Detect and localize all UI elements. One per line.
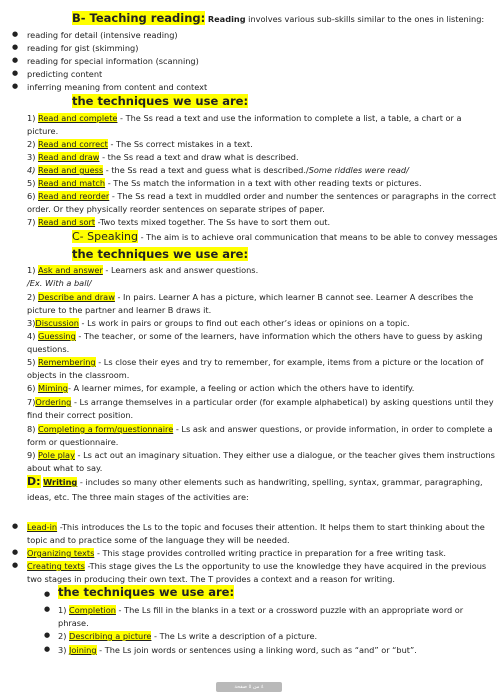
technique-item: 1) Ask and answer - Learners ask and answer questions. (27, 265, 259, 275)
stage-item: Creating texts -This stage gives the Ls the opportunity to use the knowledge they have acquired in the previous (27, 561, 487, 571)
technique-item-cont: objects in the classroom. (27, 370, 130, 380)
techniques-title-c-line (72, 248, 484, 261)
page-indicator: ٤ من ٥ صفحة (216, 682, 282, 692)
technique-name: Completion (69, 605, 116, 615)
technique-item: 3) Joining - The Ls join words or sentences using a linking word, such as “and” or “but”. (58, 645, 417, 655)
technique-name: Read and guess (38, 165, 104, 175)
techniques-title-d-line (58, 586, 484, 599)
bullet: ● (12, 30, 19, 38)
technique-name: Guessing (38, 331, 76, 341)
stage-name: Creating texts (27, 561, 85, 571)
subskill-item: inferring meaning from content and context (27, 82, 208, 92)
technique-item-cont: picture. (27, 126, 59, 136)
section-c-heading-line (72, 230, 498, 243)
bullet: ● (12, 69, 19, 77)
technique-item: 4) Guessing - The teacher, or some of the learners, have information which the others have to guess by asking (27, 331, 483, 341)
technique-item: 2) Read and correct - The Ss correct mistakes in a text. (27, 139, 253, 149)
technique-item-cont: find their correct position. (27, 410, 134, 420)
section-c-intro: - The aim is to achieve oral communication that means to be able to convey messages (138, 232, 498, 242)
section-d-name: Writing (43, 477, 78, 487)
stage-item: Lead-in -This introduces the Ls to the topic and focuses their attention. It helps them to start thinking about the (27, 522, 485, 532)
technique-item: 3) Read and draw - the Ss read a text and draw what is described. (27, 152, 299, 162)
section-d-intro-cont: ideas, etc. The three main stages of the activities are: (27, 492, 249, 502)
technique-item-cont: questions. (27, 344, 70, 354)
technique-item: 2) Describing a picture - The Ls write a description of a picture. (58, 631, 318, 641)
section-b-lead: Reading (207, 14, 246, 24)
technique-name: Describing a picture (69, 631, 152, 641)
bullet: ● (12, 522, 19, 530)
bullet: ● (12, 561, 19, 569)
section-c-heading: C- Speaking (72, 230, 138, 243)
technique-name: Completing a form/questionnaire (38, 424, 174, 434)
technique-name: Describe and draw (38, 292, 115, 302)
stage-item-cont: two stages in producing their own text. The T provides a context and a reason for writing. (27, 574, 396, 584)
technique-item: 1) Completion - The Ls fill in the blanks in a text or a crossword puzzle with an appropriate word or (58, 605, 464, 615)
technique-name: Joining (69, 645, 97, 655)
techniques-title: the techniques we use are: (72, 94, 249, 108)
section-d-heading-line (27, 476, 484, 488)
section-b-heading: B- Teaching reading: (72, 11, 206, 25)
section-b-intro: involves various sub-skills similar to the ones in listening: (245, 14, 485, 24)
technique-item: 7) Read and sort -Two texts mixed together. The Ss have to sort them out. (27, 217, 331, 227)
techniques-title: the techniques we use are: (72, 247, 249, 261)
section-d-intro: - includes so many other elements such as handwriting, spelling, syntax, grammar, paragraphing, (77, 477, 483, 487)
technique-item-cont: phrase. (58, 618, 89, 628)
technique-item: 4) Read and guess - the Ss read a text and guess what is described./Some riddles were read/ (27, 165, 409, 175)
technique-item: 2) Describe and draw - In pairs. Learner A has a picture, which learner B cannot see. Learner A describes the (27, 292, 474, 302)
technique-item: 6) Read and reorder - The Ss read a text in muddled order and number the sentences or paragraphs in the correct (27, 191, 497, 201)
bullet: ● (44, 605, 51, 613)
technique-name: Pole play (38, 450, 75, 460)
subskill-item: predicting content (27, 69, 103, 79)
technique-name: Read and sort (38, 217, 96, 227)
subskill-item: reading for special information (scanning) (27, 56, 199, 66)
techniques-title-b-line (72, 95, 484, 108)
technique-name: Read and match (38, 178, 106, 188)
section-d-heading: D: (27, 475, 41, 488)
subskill-item: reading for gist (skimming) (27, 43, 139, 53)
technique-name: Read and reorder (38, 191, 110, 201)
stage-item-cont: topic and to practice some of the language they will be needed. (27, 535, 290, 545)
stage-item: Organizing texts - This stage provides controlled writing practice in preparation for a free writing task. (27, 548, 447, 558)
stage-name: Organizing texts (27, 548, 95, 558)
technique-name: Miming (38, 383, 68, 393)
section-b-heading-line (72, 12, 484, 25)
bullet: ● (44, 645, 51, 653)
technique-name: Ordering (35, 397, 72, 407)
technique-item-cont: order. Or they physically reorder sentences on separate stripes of paper. (27, 204, 325, 214)
technique-item-cont: picture to the partner and learner B draws it. (27, 305, 212, 315)
technique-item: 6) Miming- A learner mimes, for example, a feeling or action which the others have to identify. (27, 383, 415, 393)
technique-item-cont: form or questionnaire. (27, 437, 119, 447)
technique-name: Read and complete (38, 113, 118, 123)
subskill-item: reading for detail (intensive reading) (27, 30, 178, 40)
technique-name: Ask and answer (38, 265, 103, 275)
technique-name: Remembering (38, 357, 96, 367)
technique-item: 5) Remembering - Ls close their eyes and try to remember, for example, items from a picture or the location of (27, 357, 484, 367)
technique-item: 8) Completing a form/questionnaire - Ls ask and answer questions, or provide information, in order to complete a (27, 424, 493, 434)
technique-item-cont: about what to say. (27, 463, 103, 473)
technique-name: Read and correct (38, 139, 108, 149)
technique-item-cont: /Ex. With a ball/ (27, 278, 92, 288)
technique-item: 5) Read and match - The Ss match the information in a text with other reading texts or pictures. (27, 178, 422, 188)
technique-item: 3)Discussion - Ls work in pairs or groups to find out each other’s ideas or opinions on a topic. (27, 318, 410, 328)
technique-name: Discussion (35, 318, 79, 328)
bullet: ● (12, 43, 19, 51)
technique-name: Read and draw (38, 152, 100, 162)
bullet: ● (44, 590, 51, 598)
technique-item: 7)Ordering - Ls arrange themselves in a particular order (for example alphabetical) by asking questions until they (27, 397, 494, 407)
bullet: ● (44, 631, 51, 639)
technique-item: 9) Pole play - Ls act out an imaginary situation. They either use a dialogue, or the teacher gives them instructions (27, 450, 495, 460)
techniques-title: the techniques we use are: (58, 585, 235, 599)
bullet: ● (12, 548, 19, 556)
bullet: ● (12, 56, 19, 64)
bullet: ● (12, 82, 19, 90)
stage-name: Lead-in (27, 522, 58, 532)
technique-item: 1) Read and complete - The Ss read a text and use the information to complete a list, a table, a chart or a (27, 113, 462, 123)
